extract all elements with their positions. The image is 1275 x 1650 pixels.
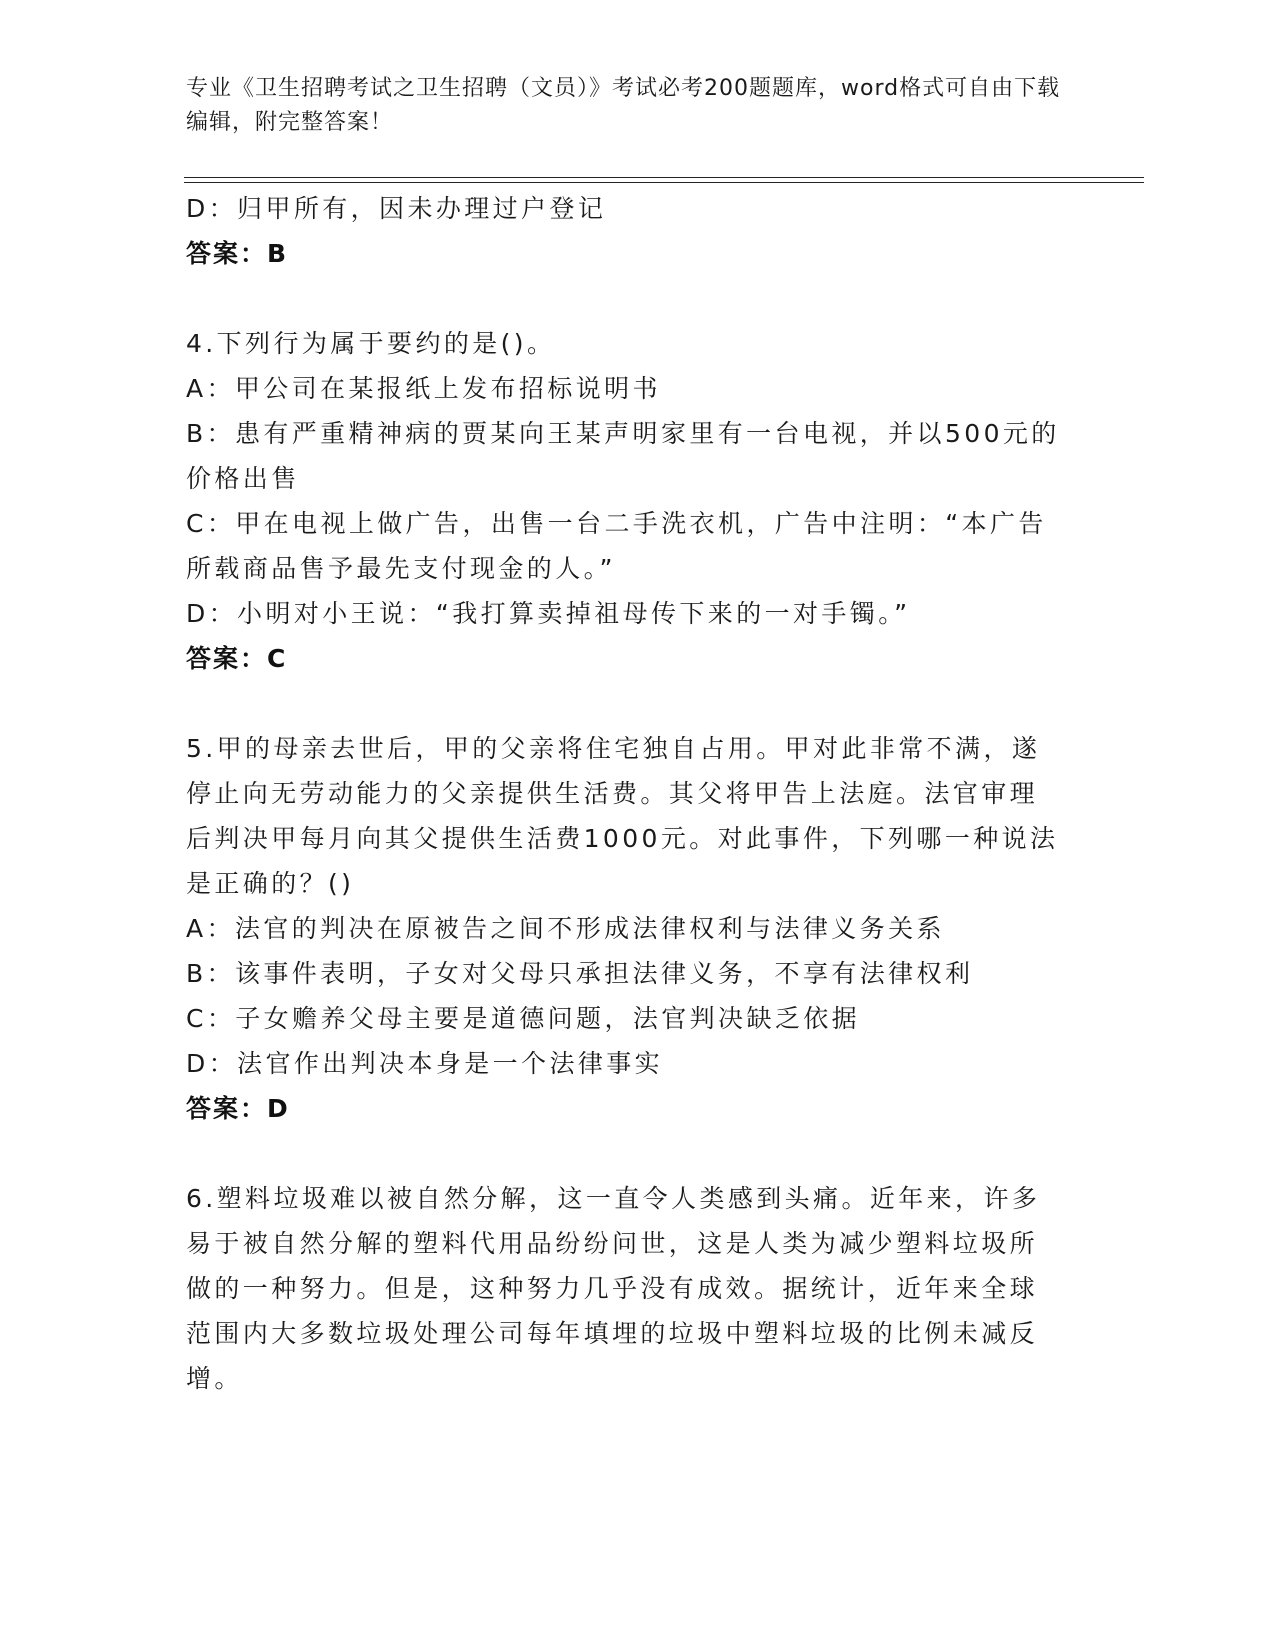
q5-option-a: A：法官的判决在原被告之间不形成法律权利与法律义务关系 xyxy=(186,914,945,943)
spacer xyxy=(186,681,1066,726)
question-content xyxy=(186,186,1066,1401)
q4-answer: 答案：C xyxy=(186,644,288,673)
q4-option-d: D：小明对小王说：“我打算卖掉祖母传下来的一对手镯。” xyxy=(186,599,911,628)
q4-option-c: C：甲在电视上做广告，出售一台二手洗衣机，广告中注明：“本广告所载商品售予最先支付现金的人。” xyxy=(186,509,1047,583)
header-divider-bottom xyxy=(184,182,1144,183)
q5-option-d: D：法官作出判决本身是一个法律事实 xyxy=(186,1049,664,1078)
q3-answer: 答案：B xyxy=(186,239,289,268)
page-header: 专业《卫生招聘考试之卫生招聘（文员）》考试必考200题题库，word格式可自由下载编辑，附完整答案！ xyxy=(186,76,1061,135)
q3-option-d: D：归甲所有，因未办理过户登记 xyxy=(186,194,607,223)
q5-stem: 5.甲的母亲去世后，甲的父亲将住宅独自占用。甲对此非常不满，遂停止向无劳动能力的父亲提供生活费。其父将甲告上法庭。法官审理后判决甲每月向其父提供生活费1000元。对此事件，下列哪一种说法是正确的？() xyxy=(186,734,1059,898)
q5-option-b: B：该事件表明，子女对父母只承担法律义务，不享有法律权利 xyxy=(186,959,974,988)
spacer xyxy=(186,276,1066,321)
q6-stem: 6.塑料垃圾难以被自然分解，这一直令人类感到头痛。近年来，许多易于被自然分解的塑料代用品纷纷问世，这是人类为减少塑料垃圾所做的一种努力。但是，这种努力几乎没有成效。据统计，近年来全球范围内大多数垃圾处理公司每年填埋的垃圾中塑料垃圾的比例未减反增。 xyxy=(186,1184,1041,1393)
q4-option-b: B：患有严重精神病的贾某向王某声明家里有一台电视，并以500元的价格出售 xyxy=(186,419,1060,493)
q5-option-c: C：子女赡养父母主要是道德问题，法官判决缺乏依据 xyxy=(186,1004,861,1033)
q5-answer: 答案：D xyxy=(186,1094,290,1123)
header-divider-top xyxy=(184,177,1144,178)
q4-option-a: A：甲公司在某报纸上发布招标说明书 xyxy=(186,374,661,403)
spacer xyxy=(186,1131,1066,1176)
q4-stem: 4.下列行为属于要约的是()。 xyxy=(186,329,556,358)
